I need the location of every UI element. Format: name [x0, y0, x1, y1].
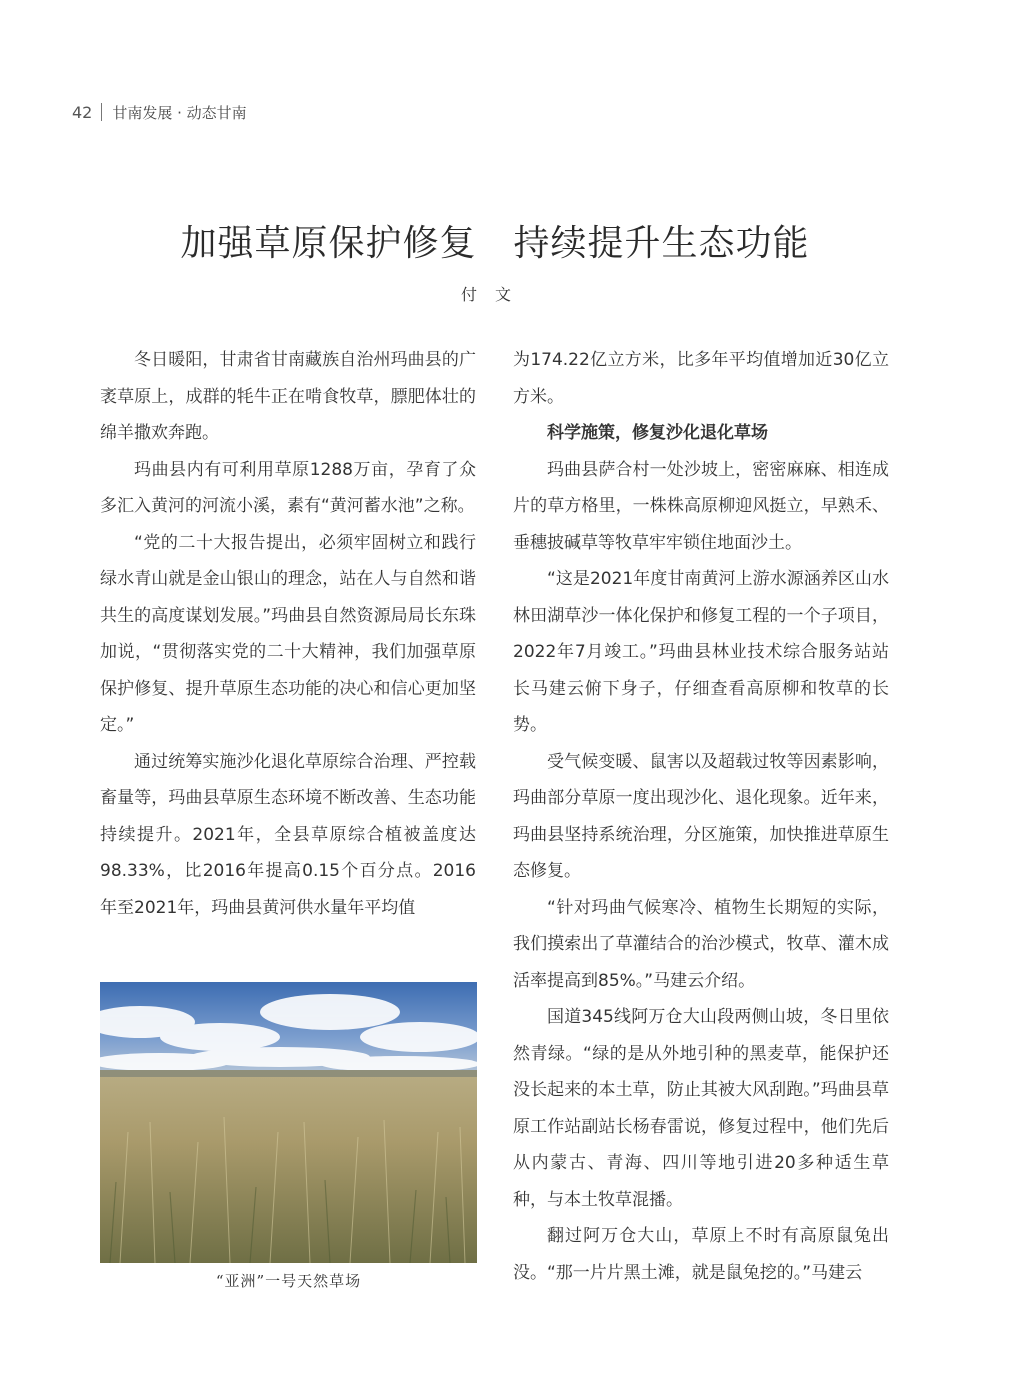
paragraph: 玛曲县内有可利用草原1288万亩，孕育了众多汇入黄河的河流小溪，素有“黄河蓄水池”之称。 — [100, 459, 476, 516]
paragraph: 受气候变暖、鼠害以及超载过牧等因素影响，玛曲部分草原一度出现沙化、退化现象。近年来，玛曲县坚持系统治理，分区施策，加快推进草原生态修复。 — [513, 751, 889, 881]
grassland-photo-image — [100, 982, 477, 1263]
right-column — [513, 342, 889, 1291]
paragraph: “这是2021年度甘南黄河上游水源涵养区山水林田湖草沙一体化保护和修复工程的一个子项目，2022年7月竣工。”玛曲县林业技术综合服务站站长马建云俯下身子，仔细查看高原柳和牧草的长势。 — [513, 569, 889, 735]
paragraph: 玛曲县萨合村一处沙坡上，密密麻麻、相连成片的草方格里，一株株高原柳迎风挺立，早熟禾、垂穗披碱草等牧草牢牢锁住地面沙土。 — [513, 459, 889, 553]
grassland-photo — [100, 982, 477, 1263]
page-number: 42 — [72, 102, 93, 122]
paragraph: “党的二十大报告提出，必须牢固树立和践行绿水青山就是金山银山的理念，站在人与自然和谐共生的高度谋划发展。”玛曲县自然资源局局长东珠加说，“贯彻落实党的二十大精神，我们加强草原保护修复、提升草原生态功能的决心和信心更加坚定。” — [100, 532, 476, 735]
paragraph: 翻过阿万仓大山，草原上不时有高原鼠兔出没。“那一片片黑土滩，就是鼠兔挖的。”马建云 — [513, 1226, 889, 1283]
paragraph: 冬日暖阳，甘肃省甘南藏族自治州玛曲县的广袤草原上，成群的牦牛正在啃食牧草，膘肥体壮的绵羊撒欢奔跑。 — [100, 350, 476, 443]
subheading: 科学施策，修复沙化退化草场 — [547, 423, 768, 443]
running-header — [72, 100, 247, 124]
header-divider — [101, 103, 102, 121]
paragraph: 国道345线阿万仓大山段两侧山坡，冬日里依然青绿。“绿的是从外地引种的黑麦草，能保护还没长起来的本土草，防止其被大风刮跑。”玛曲县草原工作站副站长杨春雷说，修复过程中，他们先后从内蒙古、青海、四川等地引进20多种适生草种，与本土牧草混播。 — [513, 1007, 889, 1210]
photo-caption: “亚洲”一号天然草场 — [215, 1272, 362, 1290]
article-title: 加强草原保护修复 持续提升生态功能 — [180, 223, 810, 264]
article-author: 付文 — [460, 285, 529, 304]
section-name: 甘南发展 · 动态甘南 — [112, 103, 247, 122]
paragraph-continuation: 为174.22亿立方米，比多年平均值增加近30亿立方米。 — [513, 350, 889, 407]
paragraph: 通过统筹实施沙化退化草原综合治理、严控载畜量等，玛曲县草原生态环境不断改善、生态功能持续提升。2021年，全县草原综合植被盖度达98.33%，比2016年提高0.15个百分点。2016年至2021年，玛曲县黄河供水量年平均值 — [100, 751, 476, 918]
left-column — [100, 342, 476, 926]
paragraph: “针对玛曲气候寒冷、植物生长期短的实际，我们摸索出了草灌结合的治沙模式，牧草、灌木成活率提高到85%。”马建云介绍。 — [513, 897, 889, 991]
